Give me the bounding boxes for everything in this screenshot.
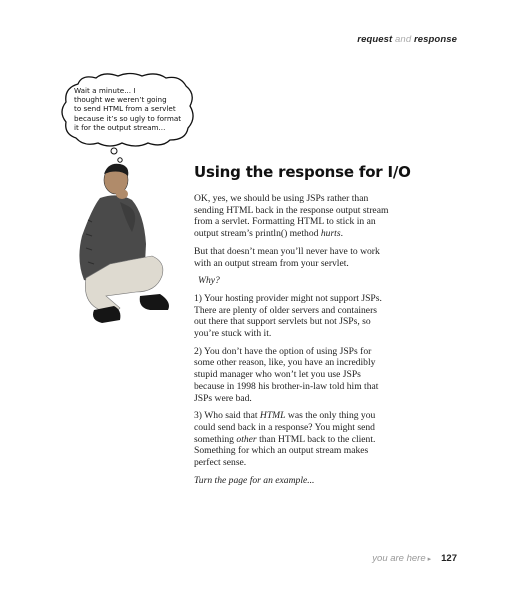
page-number: 127 — [441, 553, 457, 564]
bubble-line: thought we weren’t going — [74, 95, 167, 105]
paragraph-intro — [194, 193, 390, 240]
bubble-line: because it’s so ugly to format — [74, 113, 182, 123]
paragraph-reason-3 — [194, 410, 390, 469]
you-are-here-label: you are here — [372, 553, 426, 564]
header-request: request — [357, 34, 393, 45]
emphasis-other: other — [236, 433, 257, 445]
bubble-line: Wait a minute... I — [74, 86, 136, 95]
paragraph-but: But that doesn’t mean you’ll never have to work with an output stream from your servlet. — [194, 245, 380, 269]
paragraph-intro-end: . — [340, 228, 343, 240]
emphasis-hurts: hurts — [320, 228, 341, 240]
page-footer — [372, 553, 457, 564]
bubble-line: to send HTML from a servlet — [74, 104, 176, 114]
bubble-line: it for the output stream... — [74, 122, 166, 132]
why-label: Why? — [198, 275, 220, 287]
reason-3-middle: was the only thing you could send back in a response? You might send something — [194, 410, 376, 445]
emphasis-html: HTML — [259, 410, 286, 422]
thought-bubble-text — [74, 86, 190, 132]
paragraph-reason-1: 1) Your hosting provider might not support JSPs. There are plenty of older servers and containers out there that support servlets but not JSPs, so you’re stuck with it. — [194, 292, 382, 340]
section-title: Using the response for I/O — [194, 163, 411, 181]
arrow-right-icon: ▸ — [427, 556, 432, 563]
header-and: and — [395, 34, 412, 45]
reason-3-end: than HTML back to the client. Something for which an output stream makes perfect sense. — [194, 433, 376, 469]
paragraph-intro-text: OK, yes, we should be using JSPs rather than sending HTML back in the response output stream from a servlet. Formatting HTML to stick in an output stream’s println() method — [194, 193, 389, 240]
running-header — [357, 34, 457, 45]
reason-3-start: 3) Who said that — [194, 410, 258, 422]
paragraph-reason-2: 2) You don’t have the option of using JSPs for some other reason, like, you have an incredibly stupid manager who won’t let you use JSPs because in 1998 his brother-in-law told him that JSPs were bad. — [194, 345, 379, 404]
header-response: response — [413, 34, 457, 45]
thinking-man-illustration — [70, 160, 180, 340]
body-text — [194, 193, 390, 492]
turn-page-note: Turn the page for an example... — [194, 474, 315, 486]
thought-bubble — [58, 72, 198, 150]
